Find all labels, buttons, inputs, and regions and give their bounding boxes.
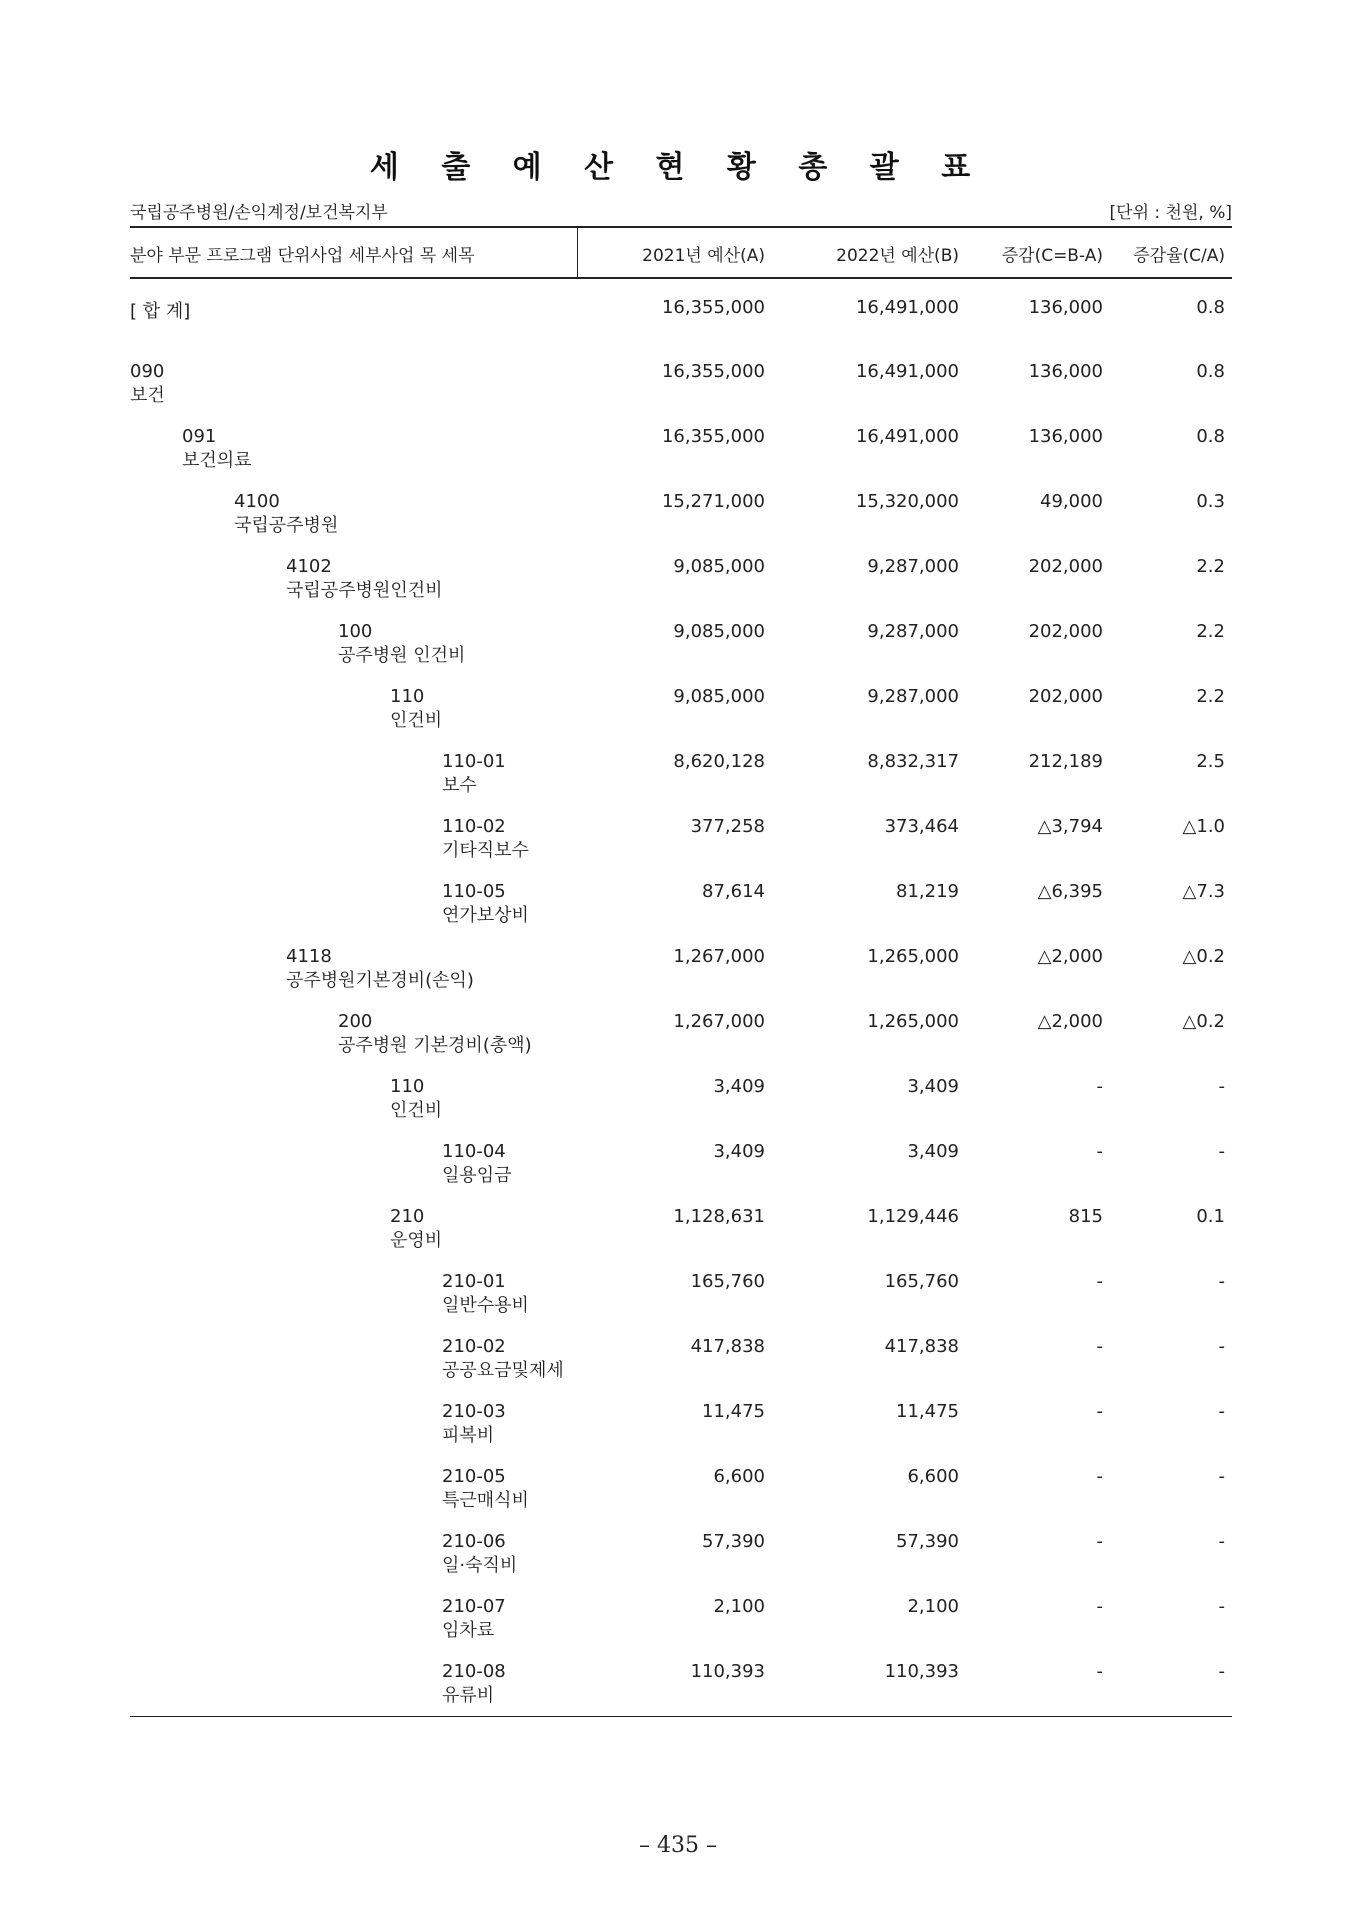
- row-change-rate: -: [1218, 1401, 1225, 1422]
- row-change: -: [1096, 1466, 1103, 1487]
- row-change-rate: 2.2: [1196, 686, 1225, 707]
- row-code: 210-03: [442, 1401, 506, 1422]
- total-label: [ 합 계]: [130, 301, 191, 322]
- row-code: 210-01: [442, 1271, 506, 1292]
- row-2021-budget: 1,128,631: [673, 1206, 765, 1227]
- row-2021-budget: 15,271,000: [661, 491, 765, 512]
- table-top-rule: [130, 226, 1232, 228]
- row-change: -: [1096, 1271, 1103, 1292]
- row-change: -: [1096, 1336, 1103, 1357]
- row-code: 100: [338, 621, 373, 642]
- row-code: 110-01: [442, 751, 506, 772]
- row-name: 공주병원 기본경비(총액): [338, 1035, 532, 1056]
- row-code: 4102: [286, 556, 332, 577]
- row-code: 210-08: [442, 1661, 506, 1682]
- table-row: [0, 1141, 1356, 1201]
- table-row: [0, 881, 1356, 941]
- table-row: [0, 1596, 1356, 1656]
- table-row: [0, 1076, 1356, 1136]
- table-row: [0, 1206, 1356, 1266]
- row-code: 090: [130, 361, 165, 382]
- row-change: -: [1096, 1531, 1103, 1552]
- row-change-rate: 0.8: [1196, 361, 1225, 382]
- row-2021-budget: 6,600: [713, 1466, 765, 1487]
- row-2022-budget: 3,409: [907, 1076, 959, 1097]
- row-change-rate: -: [1218, 1076, 1225, 1097]
- page-title: 세 출 예 산 현 황 총 괄 표: [369, 150, 987, 185]
- row-2022-budget: 417,838: [884, 1336, 959, 1357]
- row-2022-budget: 110,393: [884, 1661, 959, 1682]
- row-change-rate: -: [1218, 1661, 1225, 1682]
- row-name: 일반수용비: [442, 1295, 529, 1316]
- row-name: 피복비: [442, 1425, 495, 1446]
- table-row: [0, 426, 1356, 486]
- row-2021-budget: 1,267,000: [673, 946, 765, 967]
- row-change: -: [1096, 1076, 1103, 1097]
- row-code: 110: [390, 686, 425, 707]
- row-2021-budget: 417,838: [690, 1336, 765, 1357]
- row-change: 815: [1068, 1206, 1103, 1227]
- row-code: 110-04: [442, 1141, 506, 1162]
- row-change-rate: △1.0: [1182, 816, 1225, 837]
- row-change: 49,000: [1040, 491, 1103, 512]
- row-change: △2,000: [1037, 946, 1103, 967]
- row-2022-budget: 2,100: [907, 1596, 959, 1617]
- row-code: 4100: [234, 491, 280, 512]
- row-code: 210-05: [442, 1466, 506, 1487]
- row-name: 공공요금및제세: [442, 1360, 564, 1381]
- organization-label: 국립공주병원/손익계정/보건복지부: [130, 203, 388, 223]
- row-2022-budget: 11,475: [896, 1401, 959, 1422]
- row-name: 인건비: [390, 1100, 443, 1121]
- row-change: -: [1096, 1141, 1103, 1162]
- header-column-divider: [577, 226, 578, 278]
- row-name: 보건: [130, 385, 165, 406]
- row-2022-budget: 15,320,000: [855, 491, 959, 512]
- row-2022-budget: 1,265,000: [867, 946, 959, 967]
- row-change-rate: -: [1218, 1141, 1225, 1162]
- row-2021-budget: 57,390: [702, 1531, 765, 1552]
- row-change: 136,000: [1028, 361, 1103, 382]
- row-change: 136,000: [1028, 426, 1103, 447]
- header-2021-budget: 2021년 예산(A): [642, 246, 765, 266]
- row-2021-budget: 110,393: [690, 1661, 765, 1682]
- row-2022-budget: 1,265,000: [867, 1011, 959, 1032]
- table-row: [0, 1661, 1356, 1721]
- row-2022-budget: 9,287,000: [867, 556, 959, 577]
- row-change: △6,395: [1037, 881, 1103, 902]
- row-name: 국립공주병원인건비: [286, 580, 443, 601]
- unit-label: [단위 : 천원, %]: [1109, 203, 1232, 223]
- row-2021-budget: 16,355,000: [661, 426, 765, 447]
- row-change-rate: △0.2: [1182, 946, 1225, 967]
- row-code: 110-05: [442, 881, 506, 902]
- row-change: 202,000: [1028, 556, 1103, 577]
- page-number: – 435 –: [639, 1833, 717, 1858]
- table-row: [0, 686, 1356, 746]
- row-2021-budget: 9,085,000: [673, 621, 765, 642]
- total-row: [0, 297, 1356, 357]
- row-change: 202,000: [1028, 621, 1103, 642]
- header-2022-budget: 2022년 예산(B): [836, 246, 959, 266]
- row-change: 202,000: [1028, 686, 1103, 707]
- row-change-rate: 2.5: [1196, 751, 1225, 772]
- row-2022-budget: 16,491,000: [855, 426, 959, 447]
- row-name: 임차료: [442, 1620, 495, 1641]
- table-row: [0, 816, 1356, 876]
- row-change: 212,189: [1028, 751, 1103, 772]
- row-change-rate: 0.8: [1196, 426, 1225, 447]
- row-code: 110: [390, 1076, 425, 1097]
- row-2021-budget: 8,620,128: [673, 751, 765, 772]
- row-change-rate: 2.2: [1196, 621, 1225, 642]
- row-2021-budget: 165,760: [690, 1271, 765, 1292]
- row-change-rate: △0.2: [1182, 1011, 1225, 1032]
- row-change-rate: △7.3: [1182, 881, 1225, 902]
- row-2022-budget: 9,287,000: [867, 621, 959, 642]
- row-2022-budget: 373,464: [884, 816, 959, 837]
- total-change: 136,000: [1028, 297, 1103, 318]
- table-row: [0, 751, 1356, 811]
- table-row: [0, 556, 1356, 616]
- row-change-rate: 0.1: [1196, 1206, 1225, 1227]
- row-name: 공주병원 인건비: [338, 645, 466, 666]
- row-code: 110-02: [442, 816, 506, 837]
- table-row: [0, 361, 1356, 421]
- row-name: 공주병원기본경비(손익): [286, 970, 474, 991]
- row-name: 특근매식비: [442, 1490, 529, 1511]
- row-change: -: [1096, 1401, 1103, 1422]
- table-row: [0, 1271, 1356, 1331]
- row-2022-budget: 8,832,317: [867, 751, 959, 772]
- row-2021-budget: 2,100: [713, 1596, 765, 1617]
- header-change-rate: 증감율(C/A): [1133, 246, 1225, 266]
- row-code: 200: [338, 1011, 373, 1032]
- row-code: 4118: [286, 946, 332, 967]
- row-name: 보건의료: [182, 450, 252, 471]
- row-name: 기타직보수: [442, 840, 529, 861]
- row-change-rate: 0.3: [1196, 491, 1225, 512]
- row-2022-budget: 81,219: [896, 881, 959, 902]
- table-row: [0, 1401, 1356, 1461]
- row-2021-budget: 3,409: [713, 1141, 765, 1162]
- row-2022-budget: 16,491,000: [855, 361, 959, 382]
- table-row: [0, 1466, 1356, 1526]
- total-2021: 16,355,000: [661, 297, 765, 318]
- row-name: 일·숙직비: [442, 1555, 518, 1576]
- table-row: [0, 1531, 1356, 1591]
- row-2021-budget: 16,355,000: [661, 361, 765, 382]
- total-2022: 16,491,000: [855, 297, 959, 318]
- row-name: 유류비: [442, 1685, 495, 1706]
- row-name: 연가보상비: [442, 905, 529, 926]
- row-2021-budget: 87,614: [702, 881, 765, 902]
- row-name: 보수: [442, 775, 477, 796]
- row-2021-budget: 9,085,000: [673, 556, 765, 577]
- row-change: △2,000: [1037, 1011, 1103, 1032]
- row-change-rate: -: [1218, 1531, 1225, 1552]
- row-2022-budget: 9,287,000: [867, 686, 959, 707]
- header-change: 증감(C=B-A): [1001, 246, 1103, 266]
- row-code: 091: [182, 426, 217, 447]
- table-row: [0, 621, 1356, 681]
- row-2022-budget: 165,760: [884, 1271, 959, 1292]
- row-name: 운영비: [390, 1230, 443, 1251]
- row-change-rate: -: [1218, 1466, 1225, 1487]
- table-row: [0, 491, 1356, 551]
- total-rate: 0.8: [1196, 297, 1225, 318]
- row-2022-budget: 6,600: [907, 1466, 959, 1487]
- table-row: [0, 946, 1356, 1006]
- row-code: 210-06: [442, 1531, 506, 1552]
- row-name: 인건비: [390, 710, 443, 731]
- row-change-rate: -: [1218, 1271, 1225, 1292]
- header-classification: 분야 부문 프로그램 단위사업 세부사업 목 세목: [130, 246, 475, 266]
- row-code: 210-07: [442, 1596, 506, 1617]
- row-change-rate: 2.2: [1196, 556, 1225, 577]
- row-change: △3,794: [1037, 816, 1103, 837]
- row-code: 210-02: [442, 1336, 506, 1357]
- header-bottom-rule: [130, 277, 1232, 279]
- row-2022-budget: 57,390: [896, 1531, 959, 1552]
- table-row: [0, 1336, 1356, 1396]
- row-name: 국립공주병원: [234, 515, 339, 536]
- row-change-rate: -: [1218, 1596, 1225, 1617]
- row-change: -: [1096, 1661, 1103, 1682]
- table-bottom-rule: [130, 1716, 1232, 1717]
- row-change: -: [1096, 1596, 1103, 1617]
- row-2021-budget: 9,085,000: [673, 686, 765, 707]
- row-2021-budget: 377,258: [690, 816, 765, 837]
- row-code: 210: [390, 1206, 425, 1227]
- row-name: 일용임금: [442, 1165, 512, 1186]
- row-2021-budget: 1,267,000: [673, 1011, 765, 1032]
- row-change-rate: -: [1218, 1336, 1225, 1357]
- row-2022-budget: 3,409: [907, 1141, 959, 1162]
- row-2022-budget: 1,129,446: [867, 1206, 959, 1227]
- row-2021-budget: 11,475: [702, 1401, 765, 1422]
- row-2021-budget: 3,409: [713, 1076, 765, 1097]
- table-row: [0, 1011, 1356, 1071]
